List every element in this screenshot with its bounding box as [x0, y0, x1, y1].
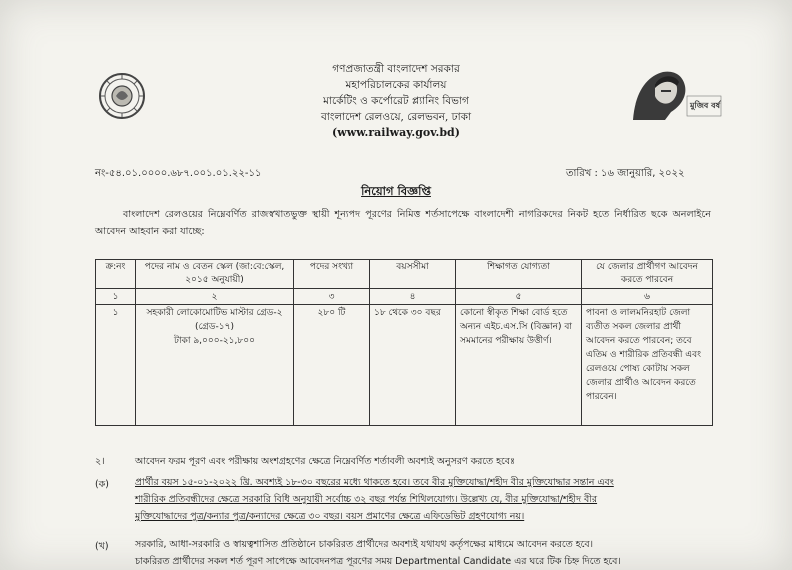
- col-num-2: ২: [136, 289, 294, 305]
- section-2-number: ২।: [95, 456, 105, 467]
- col-num-4: ৪: [370, 289, 456, 305]
- item-ka-text: [135, 474, 710, 525]
- header-website: (www.railway.gov.bd): [332, 126, 460, 139]
- header-districts: যে জেলার প্রার্থীগণ আবেদন করতে পারবেন: [582, 260, 713, 289]
- cell-posts: ২৮০ টি: [294, 305, 370, 426]
- header-posts: পদের সংখ্যা: [294, 260, 370, 289]
- item-kha-text: [135, 536, 710, 570]
- header-serial: ক্র:নং: [96, 260, 136, 289]
- cell-post-name: [136, 305, 294, 426]
- header-age: বয়সসীমা: [370, 260, 456, 289]
- col-num-1: ১: [96, 289, 136, 305]
- item-kha-line-2: চাকরিরত প্রার্থীদের সকল শর্ত পূরণ সাপেক্ষে আবেদনপত্র পূরণের সময় Departmental Candidate এর ঘরে টিক চিহ্ন দিতে হবে।: [135, 556, 621, 567]
- table-row: [96, 305, 713, 426]
- vacancy-table: [95, 259, 713, 426]
- col-num-3: ৩: [294, 289, 370, 305]
- post-grade: (গ্রেড-১৭): [195, 322, 234, 332]
- header-line-2: মহাপরিচালকের কার্যালয়: [345, 79, 447, 91]
- col-num-6: ৬: [582, 289, 713, 305]
- item-kha-label: (খ): [95, 541, 109, 552]
- memo-date: তারিখ : ১৬ জানুয়ারি, ২০২২: [566, 168, 685, 179]
- post-name: সহকারী লোকোমোটিভ মাস্টার গ্রেড-২: [146, 308, 283, 318]
- column-number-row: [96, 289, 713, 305]
- header-line-4: বাংলাদেশ রেলওয়ে, রেলভবন, ঢাকা: [320, 111, 472, 123]
- notice-title: [0, 183, 792, 202]
- header-line-1: গণপ্রজাতন্ত্রী বাংলাদেশ সরকার: [332, 63, 460, 75]
- item-kha-line-1: সরকারি, আধা-সরকারি ও স্বায়ত্বশাসিত প্রতিষ্ঠানে চাকরিরত প্রার্থীদের অবশ্যই যথাযথ কর্তৃপক্ষের মাধ্যমে আবেদন করতে হবে।: [135, 539, 593, 550]
- table-header-row: [96, 260, 713, 289]
- portrait-label: মুজিব বর্ষ: [690, 101, 720, 110]
- cell-districts: পাবনা ও লালমনিরহাট জেলা ব্যতীত সকল জেলার প্রার্থী আবেদন করতে পারবেন; তবে এতিম ও শারীরিক প্রতিবন্ধী এবং রেলওয়ে পোষ্য কোটায় সকল জেলার প্রার্থীও আবেদন করতে পারবেন।: [582, 305, 713, 426]
- item-ka-line-2: শারীরিক প্রতিবন্ধীদের ক্ষেত্রে সরকারি বিধি অনুযায়ী সর্বোচ্চ ৩২ বছর পর্যন্ত শিথিলযোগ্য। উল্লেখ্য যে, বীর মুক্তিযোদ্ধা/শহীদ বীর: [135, 494, 598, 505]
- header-qualification: শিক্ষাগত যোগ্যতা: [456, 260, 582, 289]
- col-num-5: ৫: [456, 289, 582, 305]
- header-line-3: মার্কেটিং ও কর্পোরেট প্ল্যানিং বিভাগ: [323, 95, 469, 107]
- cell-serial: ১: [96, 305, 136, 426]
- item-ka-line-1: প্রার্থীর বয়স ১৫-০১-২০২২ খ্রি. অবশ্যই ১৮-৩০ বছরের মধ্যে থাকতে হবে। তবে বীর মুক্তিযোদ্ধা/শহীদ বীর মুক্তিযোদ্ধার সন্তান এবং: [135, 477, 614, 488]
- memo-number: নং-৫৪.০১.০০০০.৬৮৭.০০১.০১.২২-১১: [95, 168, 262, 179]
- intro-paragraph: বাংলাদেশ রেলওয়ের নিম্নেবর্ণিত রাজস্বখাতভুক্ত স্থায়ী শূন্যপদ পূরণের নিমিত্ত শর্তসাপেক্ষে বাংলাদেশী নাগরিকদের নিকট হতে নির্ধারিত ছকে অনলাইনে আবেদন আহবান করা যাচ্ছে:: [95, 209, 711, 237]
- notice-title-text: নিয়োগ বিজ্ঞপ্তি: [361, 184, 431, 198]
- cell-qualification: কোনো স্বীকৃত শিক্ষা বোর্ড হতে অন্যন এইচ.এস.সি (বিজ্ঞান) বা সমমানের পরীক্ষায় উত্তীর্ণ।: [456, 305, 582, 426]
- post-pay-scale: টাকা ৯,০০০-২১,৮০০: [174, 336, 255, 346]
- cell-age-limit: ১৮ থেকে ৩০ বছর: [370, 305, 456, 426]
- section-2-text: আবেদন ফরম পূরণ এবং পরীক্ষায় অংশগ্রহণের ক্ষেত্রে নিম্নেবর্ণিত শর্তাবলী অবশ্যই অনুসরণ করতে হবেঃ: [135, 456, 515, 467]
- item-ka-line-3: মুক্তিযোদ্ধাদের পুত্র/কন্যার পুত্র/কন্যাদের ক্ষেত্রে ৩০ বছর। বয়স প্রমাণের ক্ষেত্রে এফিডেভিট গ্রহণযোগ্য নয়।: [135, 511, 525, 522]
- item-ka-label: (ক): [95, 479, 109, 490]
- header-post-name: পদের নাম ও বেতন স্কেল (জা:বে:স্কেল, ২০১৫ অনুযায়ী): [136, 260, 294, 289]
